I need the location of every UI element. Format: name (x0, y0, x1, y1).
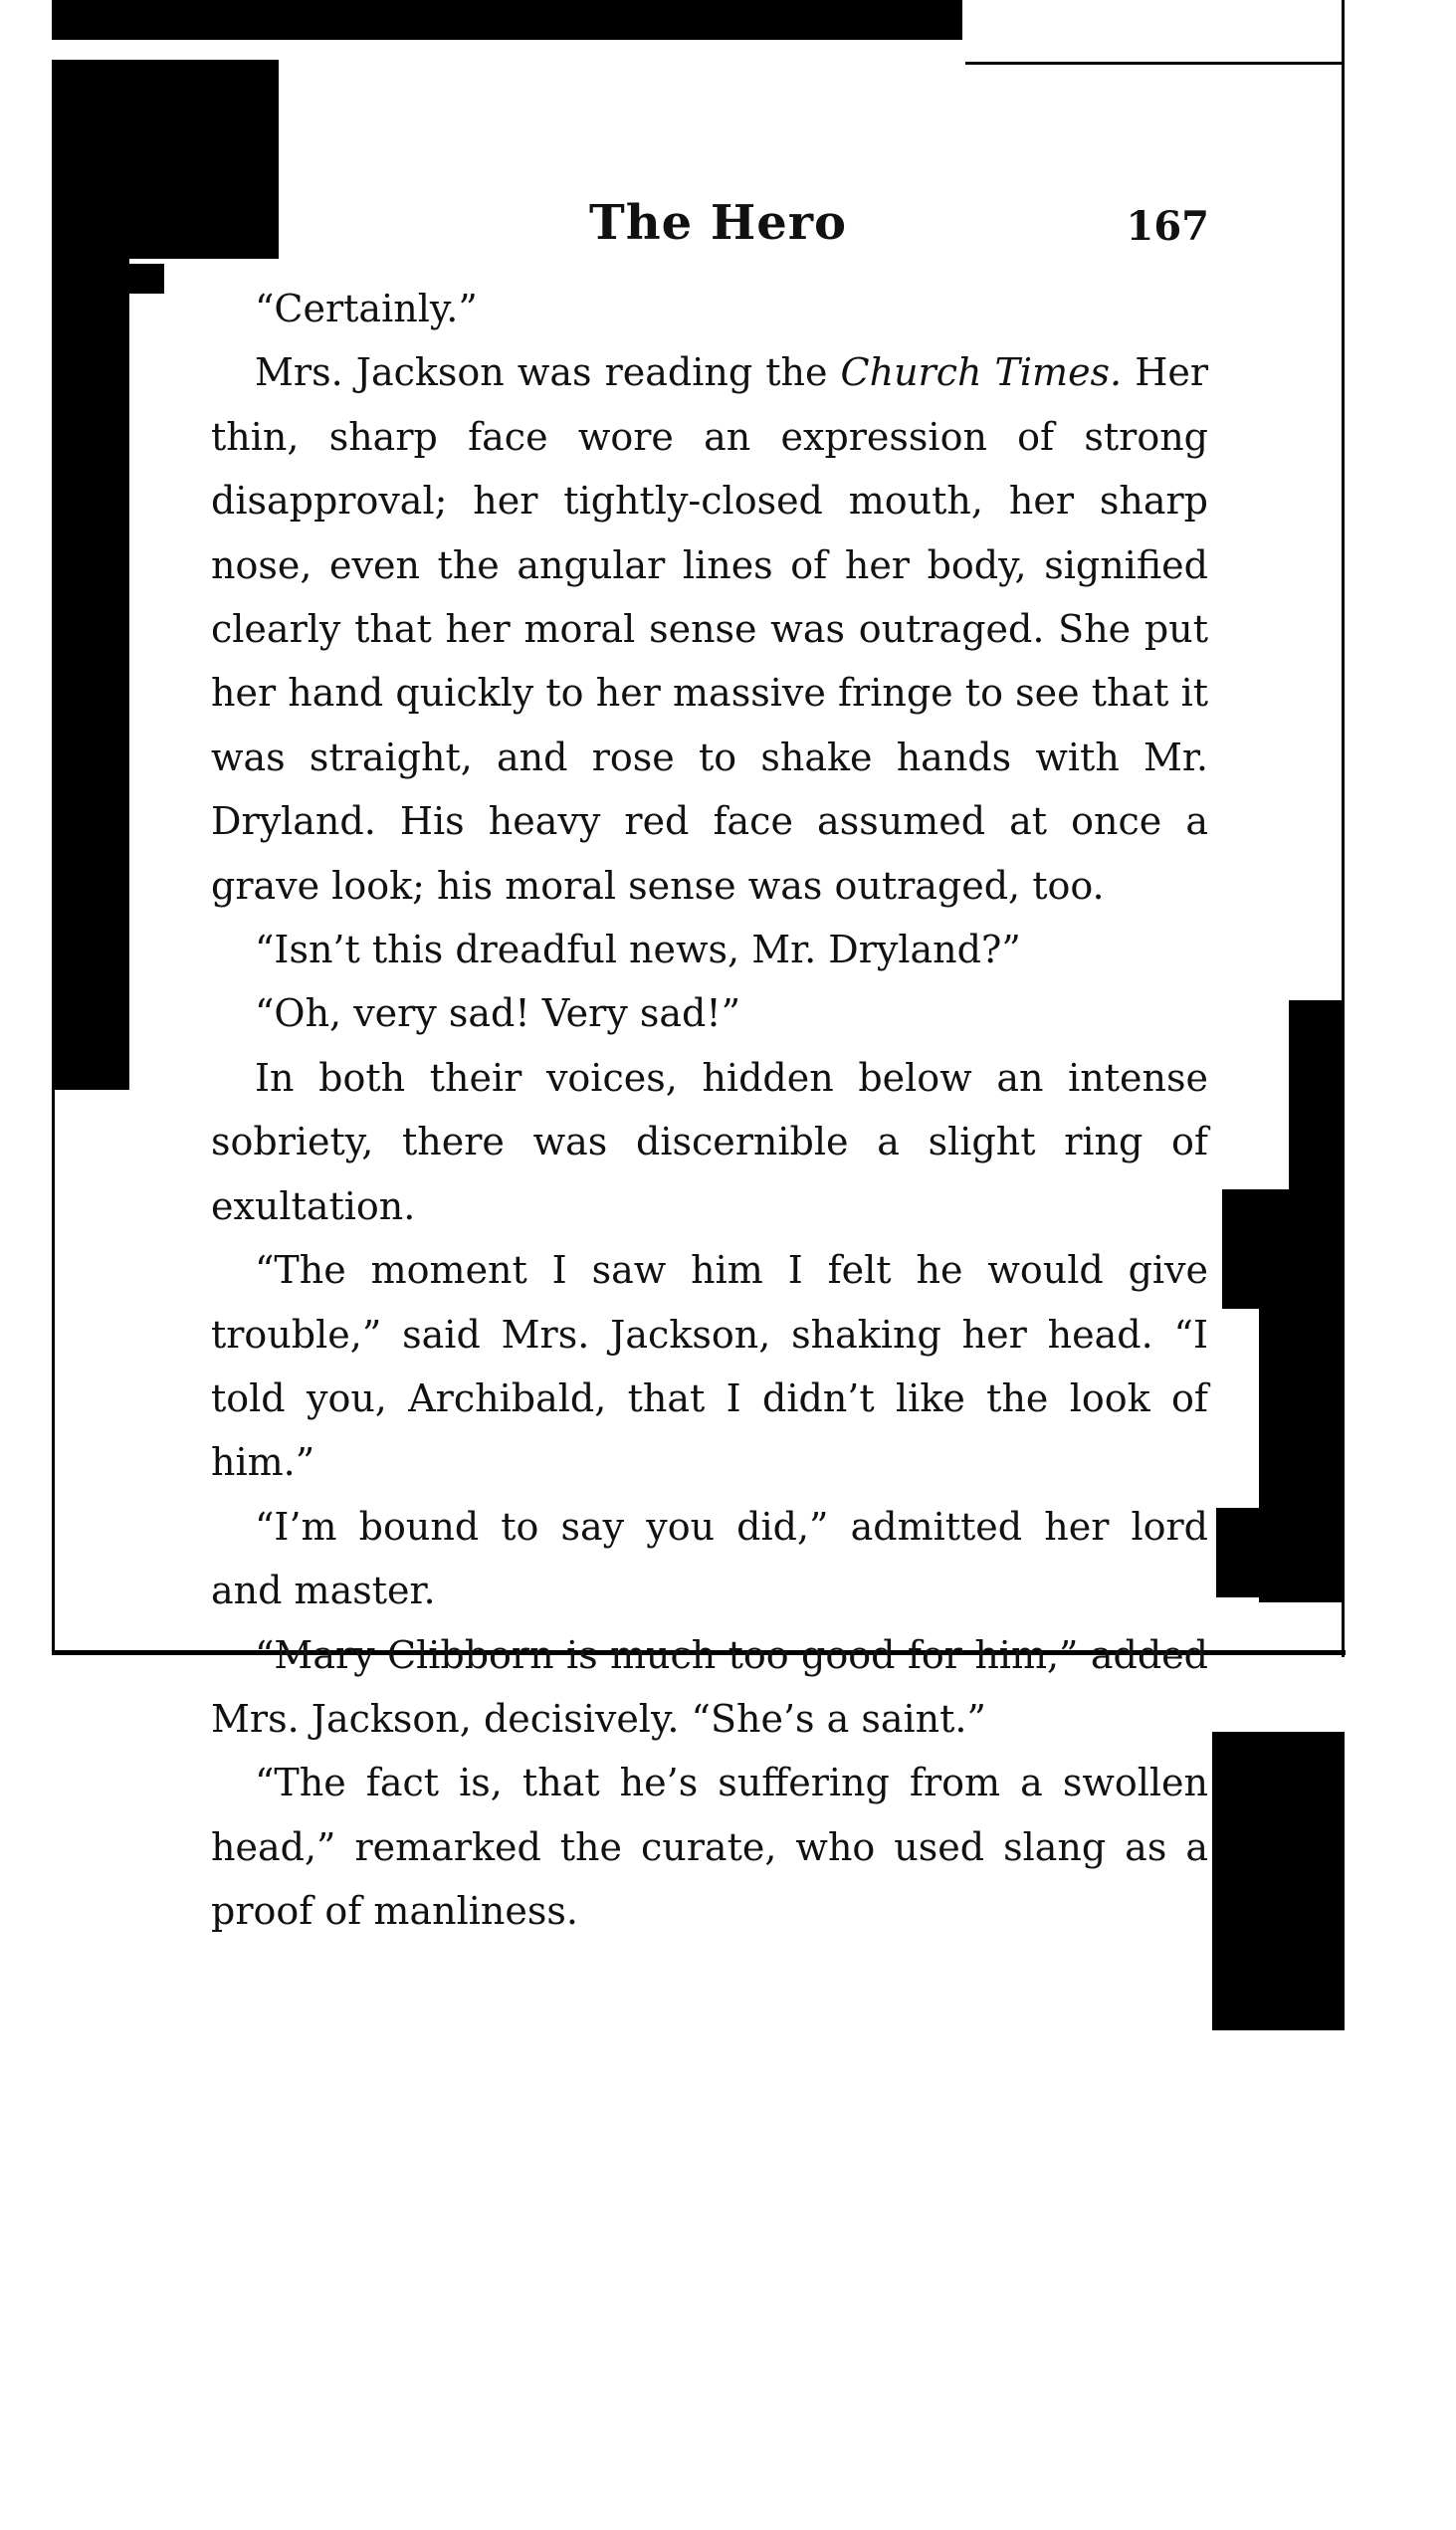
scan-right-edge-1 (1289, 1000, 1345, 1214)
paragraph-text: Her thin, sharp face wore an expression of strong disapproval; her tightly-closed mouth, her sharp nose, even the angular lines of her body, signified clearly that her moral sense was outraged. She put her hand quickly to her massive fringe to see that it was straight, and rose to shake hands with Mr. Dryland. His heavy red face assumed at once a grave look; his moral sense was outraged, too. (211, 350, 1208, 908)
paragraph: “I’m bound to say you did,” admitted her lord and master. (211, 1504, 1208, 1613)
scan-left-edge (52, 254, 129, 1090)
paragraph-text: Mrs. Jackson was reading the (255, 350, 841, 395)
scan-left-rule (52, 1085, 55, 1652)
scan-top-rule (965, 62, 1344, 65)
scan-right-edge-2 (1222, 1189, 1345, 1309)
paragraph: “Isn’t this dreadful news, Mr. Dryland?” (255, 928, 1021, 972)
scan-top-bar (52, 0, 962, 40)
paragraph: “Mary Clibborn is much too good for him,” added Mrs. Jackson, decisively. “She’s a saint.” (211, 1632, 1208, 1741)
paragraph: “The fact is, that he’s suffering from a swollen head,” remarked the curate, who used slang as a proof of manliness. (211, 1761, 1208, 1934)
paragraph: “Oh, very sad! Very sad!” (255, 991, 741, 1036)
scan-left-edge-top (52, 60, 279, 259)
page-number: 167 (1126, 203, 1209, 250)
paragraph (211, 340, 1208, 918)
paragraph: “The moment I saw him I felt he would give trouble,” said Mrs. Jackson, shaking her head. “I told you, Archibald, that I didn’t like the look of him.” (211, 1248, 1208, 1485)
paragraph: In both their voices, hidden below an intense sobriety, there was discernible a slight ring of exultation. (211, 1055, 1208, 1228)
scan-left-notch (124, 264, 164, 294)
body-text (211, 277, 1208, 1944)
running-head: The Hero (589, 195, 848, 251)
paragraph: “Certainly.” (255, 287, 478, 330)
newspaper-title: Church Times. (840, 350, 1123, 395)
scan-right-edge-4 (1216, 1508, 1345, 1597)
scan-right-edge-5 (1212, 1732, 1345, 2030)
